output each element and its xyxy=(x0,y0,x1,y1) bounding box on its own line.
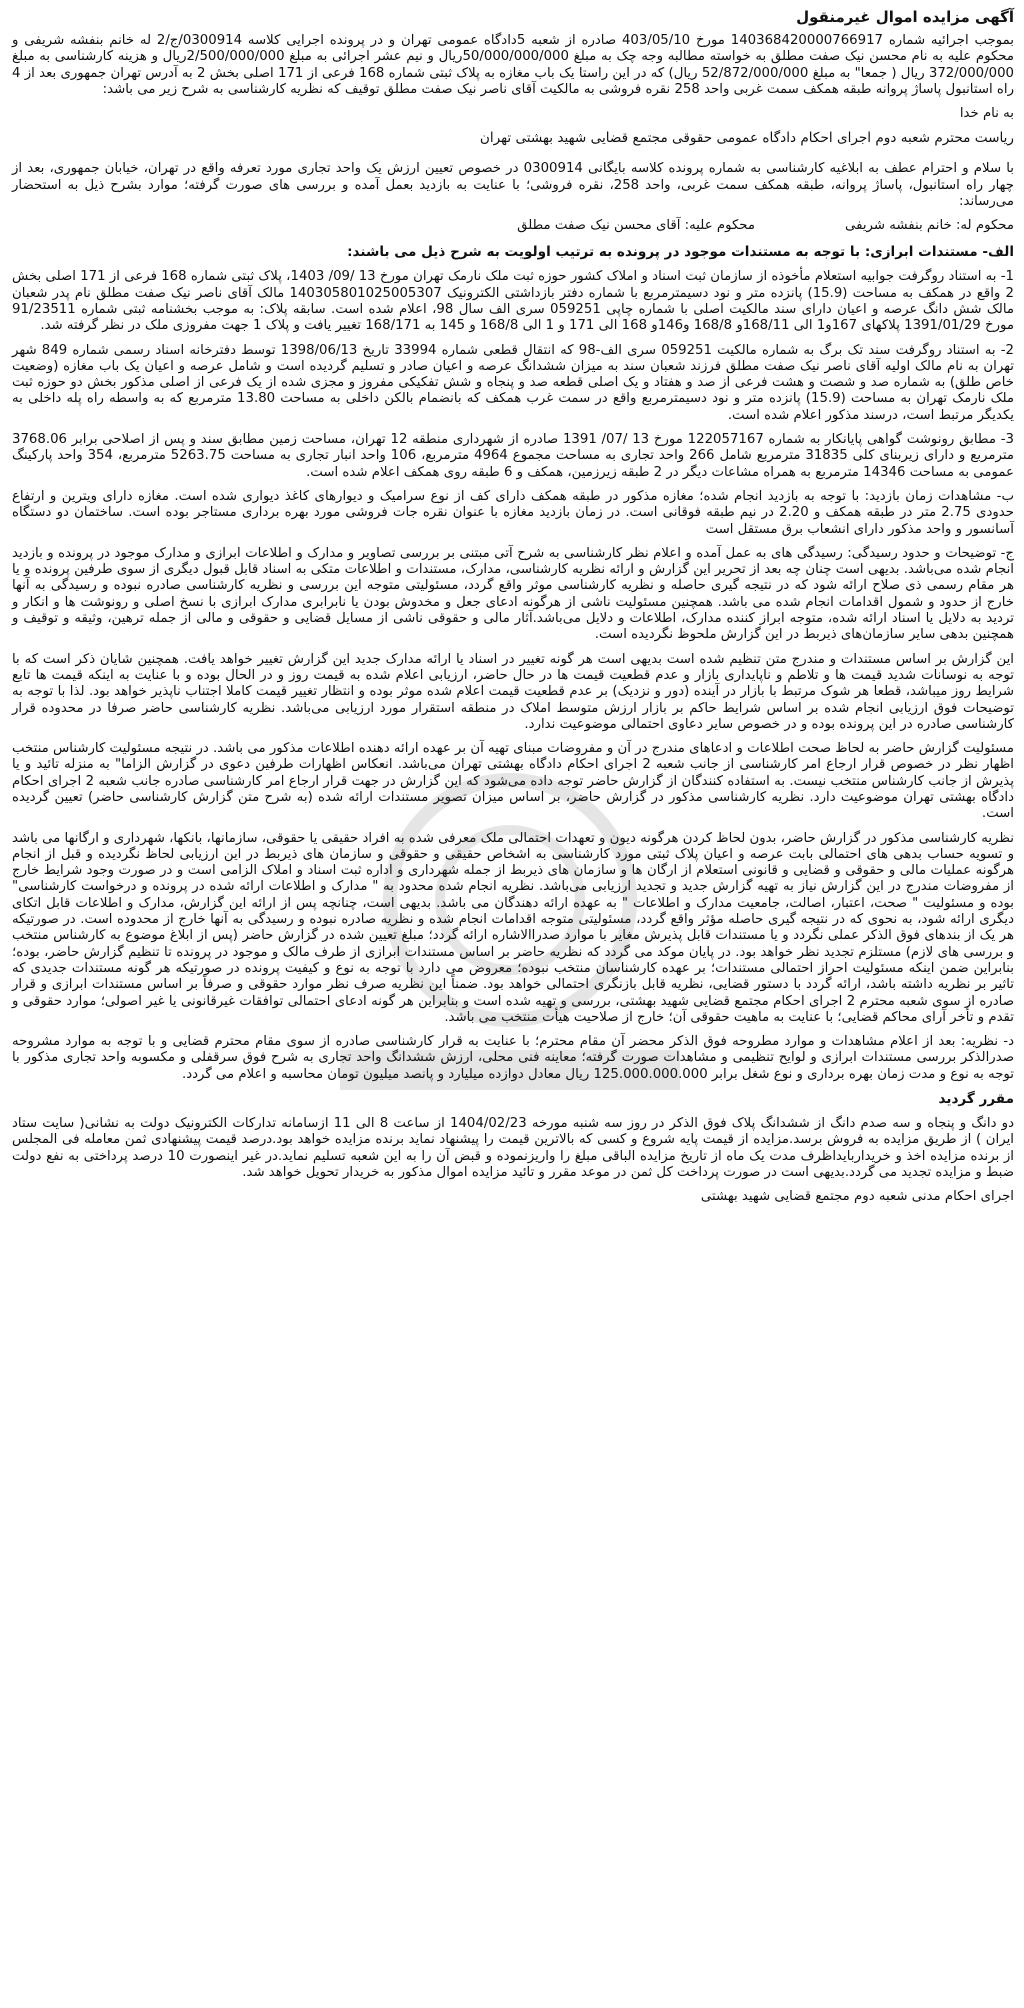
debtor-name: محکوم علیه: آقای محسن نیک صفت مطلق xyxy=(517,218,756,234)
section-a-item: 1- به استناد روگرفت جوابیه استعلام مأخوذه از سازمان ثبت اسناد و املاک کشور حوزه ثبت ملک نارمک تهران مورخ 13 /09/ 1403، پلاک ثبتی شماره 168 فرعی از 171 اصلی بخش 2 واقع در همکف به مساحت (15.9) پانزده متر و نود دسیمترمربع با شماره دفتر بازداشتی الکترونیک 140305801025005307 مالک آقای ناصر نیک صفت مطلق نام پدر شعبان مالک شش دانگ عرصه و اعیان دارای سند مالکیت اصلی با شماره چاپی 059251 سری الف سال 98، اعلام شده است. سابقه پلاک: به موجب بخشنامه ثبتی شماره 91/23511 مورخ 1391/01/29 پلاکهای 167و1 الی 168/11و 168/8 و146و 168 الی 171 و 1 الی 168/8 و 145 به 168/171 تغییر یافت و پلاک 1 جهت مفروزی ملک در نظر گرفته شد. xyxy=(12,269,1015,334)
decision-paragraph: دو دانگ و پنجاه و سه صدم دانگ از ششدانگ پلاک فوق الذکر در روز سه شنبه مورخه 1404/02/23 از ساعت 8 الی 11 ازسامانه تدارکات الکترونیک دولت به نشانی( سایت ستاد ایران ) از طریق مزایده به فروش برسد.مزایده از قیمت پایه شروع و کسی که بالاترین قیمت را پیشنهاد نماید برنده مزایده خواهد بود.درصد قیمت پیشنهادی ثمن معامله فی المجلس از برنده مزایده اخذ و خریداربایداظرف مدت یک ماه از تاریخ مزایده الباقی مبلغ را واریزنموده و قبض آن را به این شعبه تسلیم نماید.در غیر اینصورت 10 درصد پرداختی به نفع دولت ضبط و مزایده تجدید می گردد.بدیهی است در صورت پرداخت کل ثمن در موعد مقرر و تائید مزایده اموال مذکور به خریدار تحویل خواهد شد. xyxy=(12,1116,1014,1180)
section-c-paragraph: این گزارش بر اساس مستندات و مندرج متن تنظیم شده است بدیهی است هر گونه تغییر در اسناد یا ارائه مدارک جدید این گزارش تغییر خواهد یافت. همچنین شایان ذکر است که با توجه به نوسانات شدید قیمت ها و تلاطم و ناپایداری بازار و عدم قطعیت قیمت ها در حال حاضر، ارزیابی اعلام شده به قیمت روز و در الحال بوده و با عنایت به اینکه قیمت ها تابع شرایط روز میباشد، قطعا هر شوک مرتبط با بازار در آینده (دور و نزدیک) بر عدم قطعیت قیمت اعلام شده موثر بوده و انتظار تغییر قیمت کاملا اجتناب ناپذیر خواهد بود. لذا با توجه به توضیحات فوق ارزیابی انجام شده بر اساس شرایط حاکم بر بازار ارزش متوسط املاک در منطقه استقرار مورد ارزیابی می‌باشد. نظریه کارشناسی حاضر صرفا در محدوده قرار کارشناسی صادره در این پرونده بوده و در خصوص سایر دعاوی احتمالی موضوعیت ندارد. xyxy=(12,651,1014,732)
section-b-paragraph: ب- مشاهدات زمان بازدید: با توجه به بازدید انجام شده؛ مغازه مذکور در طبقه همکف دارای کف از نوع سرامیک و دیوارهای کاغذ دیواری شده است. مغازه دارای ویترین و ارتفاع حدودی 2.75 متر در طبقه همکف و 2.20 در نیم طبقه فوقانی است. در زمان بازدید مغازه با عنوان نقره جات فروشی مورد بهره برداری مستاجر بوده است. ساختمان دو دستگاه آسانسور و واحد مذکور دارای انشعاب برق مستقل است xyxy=(12,488,1014,537)
creditor-name: محکوم له: خانم بنفشه شریفی xyxy=(845,218,1014,234)
section-c-paragraph: مسئولیت گزارش حاضر به لحاظ صحت اطلاعات و ادعاهای مندرج در آن و مفروضات مبنای تهیه آن بر عهده ارائه دهنده اطلاعات مذکور می باشد. در نتیجه مسئولیت کارشناس منتخب اظهار نظر در خصوص قرار ارجاع امر کارشناسی از جانب شعبه 2 اجرای احکام دادگاه بهشتی تهران می‌باشد. انعکاس اظهارات طرفین دعوی در گزارش الزاما" به منزله تائید و یا پذیرش از جانب کارشناس منتخب نیست. به استفاده کنندگان از گزارش حاضر توجه داده می‌شود که این گزارش در جهت قرار ارجاع امر کارشناسی صادره جانب شعبه 2 اجرای احکام دادگاه بهشتی تهران موضوعیت دارد. نظریه کارشناسی مذکور در گزارش حاضر، بر اساس میزان تصویر مستندات ارائه شده (به شرح متن گزارش کارشناسی حاضر) تعیین گردیده است. xyxy=(12,741,1014,822)
parties-row xyxy=(12,218,1014,234)
decision-title: مقرر گردید xyxy=(938,1091,1014,1108)
signature: اجرای احکام مدنی شعبه دوم مجتمع قضایی شهید بهشتی xyxy=(700,1189,1014,1205)
intro-paragraph: بموجب اجرائیه شماره 140368420000766917 مورخ 403/05/10 صادره از شعبه 5دادگاه عمومی تهران و در پرونده اجرایی کلاسه 0300914/ج/2 له خانم بنفشه شریفی و محکوم علیه به نام محسن نیک صفت مطلق به خواسته مطالبه وجه چک به مبلغ 50/000/000/000ریال و نیم عشر اجرائی به مبلغ 2/500/000/000ریال و هزینه کارشناسی به مبلغ 372/000/000 ریال ( جمعا" به مبلغ 52/872/000/000 ریال) که در این راستا یک باب مغازه به پلاک ثبتی شماره 168 فرعی از 171 اصلی بخش 2 به آدرس تهران جمهوری بعد از 4 راه استانبول پاساژ پروانه طبقه همکف سمت غربی واحد 258 نقره فروشی به مالکیت آقای ناصر نیک صفت مطلق توقیف که نظریه کارشناسی به شرح زیر می باشد: xyxy=(12,33,1015,97)
notice-title: آگهی مزایده اموال غیرمنقول xyxy=(796,8,1014,26)
section-a-item: 3- مطابق رونوشت گواهی پایانکار به شماره 122057167 مورخ 13 /07/ 1391 صادره از شهرداری منطقه 12 تهران، مساحت زمین مطابق سند و پس از اصلاحی برابر 3768.06 مترمربع و دارای زیربنای کلی 31835 مترمربع شامل 266 واحد تجاری به مساحت مجموع 4964 مترمربع، 106 واحد انبار تجاری به مساحت 5263.75 مترمربع، 354 واحد پارکینگ عمومی به مساحت 14346 مترمربع به همراه مشاعات دیگر در 2 طبقه زیرزمین، همکف و 6 طبقه روی همکف اعلام شده است. xyxy=(12,432,1014,480)
section-a-title: الف- مستندات ابرازی: با توجه به مستندات موجود در پرونده به ترتیب اولویت به شرح ذیل می باشند: xyxy=(347,244,1014,261)
section-c-paragraph: نظریه کارشناسی مذکور در گزارش حاضر، بدون لحاظ کردن هرگونه دیون و تعهدات احتمالی ملک معرفی شده به افراد حقیقی یا حقوقی، سازمانها، بانکها، شهرداری و ارگانها می باشد و تسویه حساب بدهی های احتمالی بابت عرصه و اعیان پلاک ثبتی مورد کارشناسی به اشخاص حقیقی و حقوقی و سازمان های ذیربط در این ارزیابی لحاظ نگردیده و قبل از انجام هرگونه عملیات مالی و حقوقی و قضایی و قانونی استعلام از ارگان ها و سازمان های ذیربط از جمله شهرداری و اداره ثبت اسناد و املاک الزامی است و در صورت وجود شرایط خارج از مفروضات مندرج در این گزارش نیاز به تهیه گزارش جدید و تجدید ارزیابی می‌باشد. نظریه انجام شده محدود به " مدارک و اطلاعات ارائه شده در پرونده و درخواست کارشناسی" بوده و مسئولیت " صحت، اعتبار، اصالت، جامعیت مدارک و اطلاعات " به عهده ارائه دهندگان می باشد. بدیهی است، چنانچه پس از ارائه این گزارش، مدارک و اطلاعات قابل اتکای دیگری ارائه شود، به نحوی که در نتیجه گیری حاصله مؤثر واقع گردد، مسئولیتی متوجه اقدامات انجام شده و نظریه صادره نبوده و رسیدگی به آنها خارج از محدوده است. در صورتیکه هر یک از بندهای فوق الذکر عملی نگردد و یا مستندات قابل پذیرش مغایر با موارد صدراالاشاره ارائه گردد؛ مبلغ تعیین شده در گزارش حاضر (پس از ابلاغ موضوع به کارشناس منتخب و بررسی های لازم) مستلزم تجدید نظر خواهد بود. در پایان موکد می گردد که نظریه حاضر بر اساس مستندات ابرازی از طرف مالک و موجود در پرونده تا تنظیم گزارش حاضر، بوده؛ بنابراین ضمن اینکه مسئولیت احراز احتمالی مستندات؛ بر عهده کارشناسان منتخب نبوده؛ معروض می دارد با توجه به نوع و کیفیت پرونده در صورتیکه هر گونه مستندات جدیدی که تاثیر بر نظریه داشته باشد، ارائه گردد با دستور قضایی، نظریه قابل بازنگری احتمالی خواهد بود. ضمناً این نظریه صرف نظر موارد حقوقی و صرفاً بر اساس مستندات ابرازی و قرار صادره از سوی شعبه محترم 2 اجرای احکام مجتمع قضایی شهید بهشتی، بررسی و تهیه شده است و بنابراین هر گونه ادعای احتمالی توافقات غیرقانونی یا غیر اصولی؛ موارد حقوقی و تقدم و تأخر آرای محاکم قضایی؛ با عنایت به ماهیت حقوقی آن؛ خارج از صلاحیت هیأت منتخب می باشد. xyxy=(12,830,1014,1025)
section-a-item: 2- به استناد روگرفت سند تک برگ به شماره مالکیت 059251 سری الف-98 که انتقال قطعی شماره 33994 تاریخ 1398/06/13 توسط دفترخانه اسناد رسمی شماره 849 شهر تهران به نام مالک اولیه آقای ناصر نیک صفت مطلق فرزند شعبان سند به میزان ششدانگ عرصه و اعیان صادر و تسلیم گردیده است و شامل عرصه و اعیان یک باب مغازه (وضعیت خاص طلق) به شماره صد و شصت و هشت فرعی از صد و هفتاد و یک اصلی قطعه صد و پنجاه و شش تفکیکی مفروز و مجزی شده از یک فرعی از اصلی مذکور بخش دو حوزه ثبت ملک نارمک تهران به مساحت (15.9) پانزده متر و نود دسیمترمربع واقع در سمت غرب همکف که بانضمام بالکن داخلی به مساحت 13.80 مترمربع که به واسطه راه پله داخلی به یکدیگر مرتبط است، درسند مذکور اعلام شده است. xyxy=(12,342,1015,423)
salutation: به نام خدا xyxy=(959,106,1014,122)
section-d-paragraph: د- نظریه: بعد از اعلام مشاهدات و موارد مطروحه فوق الذکر محضر آن مقام محترم؛ با عنایت به قرار کارشناسی صادره از سوی مقام محترم قضایی و با توجه به موارد مشروحه صدرالذکر بررسی مستندات ابرازی و لوایح تنظیمی و مشاهدات صورت گرفته؛ معاینه فنی محلی، ارزش ششدانگ واحد تجاری به شرح فوق سرقفلی و مکسوبه واحد تجاری مذکور با توجه به نوع و مدت زمان بهره برداری و نوع شغل برابر 125.000.000.000 ریال معادل دوازده میلیارد و پانصد میلیون تومان محاسبه و اعلام می گردد. xyxy=(12,1034,1014,1082)
addressee: ریاست محترم شعبه دوم اجرای احکام دادگاه عمومی حقوقی مجتمع قضایی شهید بهشتی تهران xyxy=(479,130,1014,147)
greeting-paragraph: با سلام و احترام عطف به ابلاغیه کارشناسی به شماره پرونده کلاسه بایگانی 0300914 در خصوص تعیین ارزش یک واحد تجاری مورد تعرفه واقع در تهران، خیابان جمهوری، بعد از چهار راه استانبول، پاساژ پروانه، طبقه همکف سمت غربی، واحد 258، نقره فروشی؛ با عنایت به بازدید بعمل آمده و بررسی های صورت گرفته؛ موارد بشرح ذیل به استحضار می‌رساند: xyxy=(12,161,1014,210)
section-c-paragraph: ج- توضیحات و حدود رسیدگی: رسیدگی های به عمل آمده و اعلام نظر کارشناسی به شرح آتی مبتنی بر بررسی تصاویر و مدارک و اطلاعات ابرازی و مدارک موجود در پرونده و بازدید انجام شده می‌باشد. بدیهی است چنان چه بعد از تحریر این گزارش و ارائه نظریه کارشناسی، مدارک، مستندات و اطلاعات متکی به اسناد قابل قبول دیگری از سوی طرفین پرونده و یا هر مقام رسمی ذی صلاح ارائه شود که در نتیجه گیری حاصله و نظریه کارشناسی موثر واقع گردد، مسئولیتی متوجه این بررسی و نظریه کارشناسی صادره نبوده و رسیدگی به آنها خارج از حدود و شمول اقدامات انجام شده می باشد. همچنین مسئولیت ناشی از هرگونه ادعای جعل و مخدوش بودن یا نابرابری مدارک ابرازی با نسخ اصلی و رونوشت ها و انکار و تردید به دلایل یا اسناد ارائه شده، متوجه ابراز کننده مدارک، اطلاعات و دلایل می‌باشد.آثار مالی و حقوقی ناشی از مسایل قضایی و حقوقی و مالی از جمله ترهین، وثیقه و توقیف و همچنین بدهی سایر سازمان‌های ذیربط در این گزارش ملحوظ نگردیده است. xyxy=(12,545,1014,643)
